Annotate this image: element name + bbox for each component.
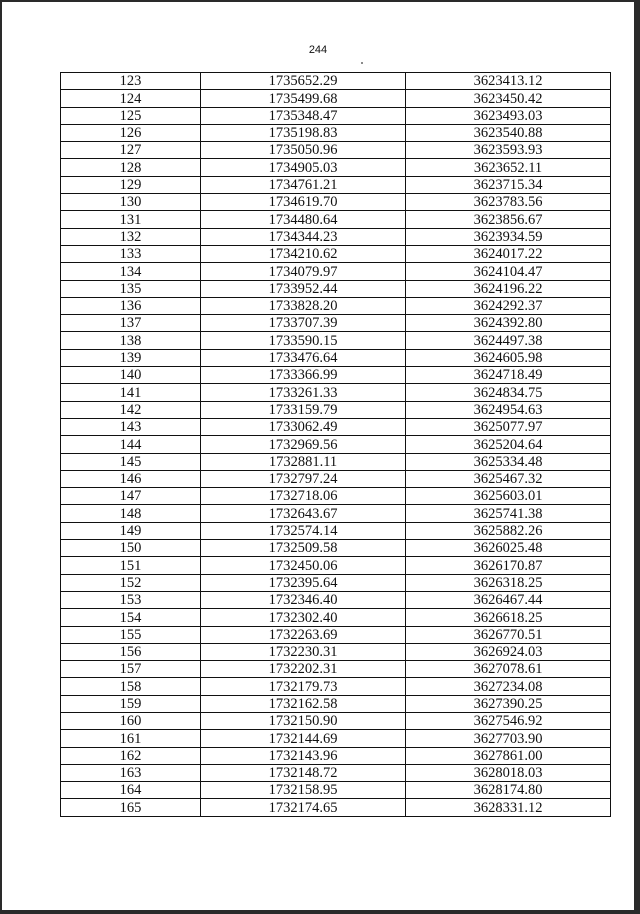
x-coordinate-cell: 1734905.03 [201, 159, 406, 176]
y-coordinate-cell: 3624392.80 [406, 315, 611, 332]
point-number-cell: 161 [61, 730, 201, 747]
y-coordinate-cell: 3625741.38 [406, 505, 611, 522]
page-number: 244 [308, 44, 328, 56]
table-row [61, 367, 611, 384]
point-number-cell: 155 [61, 626, 201, 643]
x-coordinate-cell: 1732263.69 [201, 626, 406, 643]
table-row [61, 436, 611, 453]
x-coordinate-cell: 1732148.72 [201, 764, 406, 781]
x-coordinate-cell: 1732718.06 [201, 488, 406, 505]
y-coordinate-cell: 3623856.67 [406, 211, 611, 228]
y-coordinate-cell: 3624834.75 [406, 384, 611, 401]
y-coordinate-cell: 3625334.48 [406, 453, 611, 470]
table-row [61, 401, 611, 418]
y-coordinate-cell: 3625882.26 [406, 522, 611, 539]
point-number-cell: 158 [61, 678, 201, 695]
x-coordinate-cell: 1732302.40 [201, 609, 406, 626]
x-coordinate-cell: 1732174.65 [201, 799, 406, 816]
table-row [61, 176, 611, 193]
x-coordinate-cell: 1732969.56 [201, 436, 406, 453]
point-number-cell: 156 [61, 643, 201, 660]
table-row [61, 695, 611, 712]
point-number-cell: 131 [61, 211, 201, 228]
x-coordinate-cell: 1734761.21 [201, 176, 406, 193]
table-row [61, 609, 611, 626]
y-coordinate-cell: 3627861.00 [406, 747, 611, 764]
x-coordinate-cell: 1733828.20 [201, 297, 406, 314]
point-number-cell: 123 [61, 73, 201, 90]
y-coordinate-cell: 3626318.25 [406, 574, 611, 591]
point-number-cell: 126 [61, 124, 201, 141]
table-row [61, 661, 611, 678]
table-row [61, 228, 611, 245]
x-coordinate-cell: 1733062.49 [201, 418, 406, 435]
table-row [61, 626, 611, 643]
y-coordinate-cell: 3627703.90 [406, 730, 611, 747]
x-coordinate-cell: 1735050.96 [201, 142, 406, 159]
table-row [61, 142, 611, 159]
table-row [61, 730, 611, 747]
y-coordinate-cell: 3623540.88 [406, 124, 611, 141]
point-number-cell: 160 [61, 712, 201, 729]
y-coordinate-cell: 3623450.42 [406, 90, 611, 107]
table-row [61, 315, 611, 332]
table-row [61, 245, 611, 262]
y-coordinate-cell: 3623934.59 [406, 228, 611, 245]
point-number-cell: 127 [61, 142, 201, 159]
point-number-cell: 124 [61, 90, 201, 107]
y-coordinate-cell: 3626924.03 [406, 643, 611, 660]
point-number-cell: 152 [61, 574, 201, 591]
y-coordinate-cell: 3628018.03 [406, 764, 611, 781]
point-number-cell: 147 [61, 488, 201, 505]
point-number-cell: 151 [61, 557, 201, 574]
table-row [61, 297, 611, 314]
y-coordinate-cell: 3627390.25 [406, 695, 611, 712]
x-coordinate-cell: 1735348.47 [201, 107, 406, 124]
table-row [61, 124, 611, 141]
point-number-cell: 129 [61, 176, 201, 193]
point-number-cell: 148 [61, 505, 201, 522]
point-number-cell: 140 [61, 367, 201, 384]
y-coordinate-cell: 3623652.11 [406, 159, 611, 176]
x-coordinate-cell: 1732395.64 [201, 574, 406, 591]
y-coordinate-cell: 3625467.32 [406, 470, 611, 487]
point-number-cell: 125 [61, 107, 201, 124]
x-coordinate-cell: 1732643.67 [201, 505, 406, 522]
x-coordinate-cell: 1733261.33 [201, 384, 406, 401]
coordinates-table [60, 72, 611, 817]
y-coordinate-cell: 3623413.12 [406, 73, 611, 90]
y-coordinate-cell: 3627234.08 [406, 678, 611, 695]
table-row [61, 505, 611, 522]
point-number-cell: 154 [61, 609, 201, 626]
table-row [61, 678, 611, 695]
y-coordinate-cell: 3623493.03 [406, 107, 611, 124]
table-row [61, 799, 611, 816]
x-coordinate-cell: 1732179.73 [201, 678, 406, 695]
table-row [61, 591, 611, 608]
point-number-cell: 149 [61, 522, 201, 539]
x-coordinate-cell: 1732158.95 [201, 782, 406, 799]
y-coordinate-cell: 3623715.34 [406, 176, 611, 193]
table-row [61, 90, 611, 107]
x-coordinate-cell: 1733366.99 [201, 367, 406, 384]
x-coordinate-cell: 1733590.15 [201, 332, 406, 349]
point-number-cell: 128 [61, 159, 201, 176]
x-coordinate-cell: 1732797.24 [201, 470, 406, 487]
x-coordinate-cell: 1734079.97 [201, 263, 406, 280]
table-row [61, 159, 611, 176]
table-row [61, 470, 611, 487]
y-coordinate-cell: 3628174.80 [406, 782, 611, 799]
y-coordinate-cell: 3626618.25 [406, 609, 611, 626]
point-number-cell: 142 [61, 401, 201, 418]
point-number-cell: 144 [61, 436, 201, 453]
x-coordinate-cell: 1732881.11 [201, 453, 406, 470]
point-number-cell: 134 [61, 263, 201, 280]
y-coordinate-cell: 3627078.61 [406, 661, 611, 678]
y-coordinate-cell: 3626467.44 [406, 591, 611, 608]
point-number-cell: 130 [61, 194, 201, 211]
point-number-cell: 139 [61, 349, 201, 366]
table-row [61, 349, 611, 366]
point-number-cell: 159 [61, 695, 201, 712]
x-coordinate-cell: 1734344.23 [201, 228, 406, 245]
x-coordinate-cell: 1734619.70 [201, 194, 406, 211]
y-coordinate-cell: 3624497.38 [406, 332, 611, 349]
y-coordinate-cell: 3624605.98 [406, 349, 611, 366]
table-row [61, 488, 611, 505]
x-coordinate-cell: 1732574.14 [201, 522, 406, 539]
point-number-cell: 150 [61, 540, 201, 557]
y-coordinate-cell: 3623783.56 [406, 194, 611, 211]
x-coordinate-cell: 1732144.69 [201, 730, 406, 747]
point-number-cell: 143 [61, 418, 201, 435]
table-row [61, 263, 611, 280]
table-row [61, 764, 611, 781]
table-row [61, 332, 611, 349]
point-number-cell: 138 [61, 332, 201, 349]
table-row [61, 384, 611, 401]
table-row [61, 418, 611, 435]
document-page [2, 2, 634, 910]
y-coordinate-cell: 3624292.37 [406, 297, 611, 314]
x-coordinate-cell: 1734210.62 [201, 245, 406, 262]
y-coordinate-cell: 3628331.12 [406, 799, 611, 816]
x-coordinate-cell: 1734480.64 [201, 211, 406, 228]
table-row [61, 280, 611, 297]
x-coordinate-cell: 1733707.39 [201, 315, 406, 332]
y-coordinate-cell: 3626170.87 [406, 557, 611, 574]
table-row [61, 557, 611, 574]
table-row [61, 453, 611, 470]
y-coordinate-cell: 3624954.63 [406, 401, 611, 418]
x-coordinate-cell: 1735652.29 [201, 73, 406, 90]
x-coordinate-cell: 1732162.58 [201, 695, 406, 712]
x-coordinate-cell: 1732346.40 [201, 591, 406, 608]
point-number-cell: 145 [61, 453, 201, 470]
x-coordinate-cell: 1732230.31 [201, 643, 406, 660]
x-coordinate-cell: 1732150.90 [201, 712, 406, 729]
table-row [61, 712, 611, 729]
y-coordinate-cell: 3627546.92 [406, 712, 611, 729]
y-coordinate-cell: 3624017.22 [406, 245, 611, 262]
y-coordinate-cell: 3624718.49 [406, 367, 611, 384]
y-coordinate-cell: 3626770.51 [406, 626, 611, 643]
y-coordinate-cell: 3625077.97 [406, 418, 611, 435]
x-coordinate-cell: 1733952.44 [201, 280, 406, 297]
table-row [61, 194, 611, 211]
x-coordinate-cell: 1735499.68 [201, 90, 406, 107]
point-number-cell: 137 [61, 315, 201, 332]
point-number-cell: 164 [61, 782, 201, 799]
x-coordinate-cell: 1732450.06 [201, 557, 406, 574]
point-number-cell: 153 [61, 591, 201, 608]
x-coordinate-cell: 1732202.31 [201, 661, 406, 678]
y-coordinate-cell: 3625603.01 [406, 488, 611, 505]
x-coordinate-cell: 1733476.64 [201, 349, 406, 366]
table-row [61, 107, 611, 124]
table-row [61, 782, 611, 799]
point-number-cell: 132 [61, 228, 201, 245]
point-number-cell: 135 [61, 280, 201, 297]
table-row [61, 73, 611, 90]
point-number-cell: 141 [61, 384, 201, 401]
scan-speck [361, 62, 363, 64]
y-coordinate-cell: 3625204.64 [406, 436, 611, 453]
table-row [61, 747, 611, 764]
point-number-cell: 136 [61, 297, 201, 314]
table-row [61, 540, 611, 557]
x-coordinate-cell: 1733159.79 [201, 401, 406, 418]
table-row [61, 522, 611, 539]
x-coordinate-cell: 1732509.58 [201, 540, 406, 557]
y-coordinate-cell: 3624196.22 [406, 280, 611, 297]
point-number-cell: 157 [61, 661, 201, 678]
point-number-cell: 162 [61, 747, 201, 764]
point-number-cell: 163 [61, 764, 201, 781]
table-row [61, 643, 611, 660]
x-coordinate-cell: 1735198.83 [201, 124, 406, 141]
x-coordinate-cell: 1732143.96 [201, 747, 406, 764]
coordinates-table-body [61, 73, 611, 817]
table-row [61, 574, 611, 591]
y-coordinate-cell: 3624104.47 [406, 263, 611, 280]
y-coordinate-cell: 3623593.93 [406, 142, 611, 159]
y-coordinate-cell: 3626025.48 [406, 540, 611, 557]
point-number-cell: 165 [61, 799, 201, 816]
point-number-cell: 133 [61, 245, 201, 262]
table-row [61, 211, 611, 228]
point-number-cell: 146 [61, 470, 201, 487]
